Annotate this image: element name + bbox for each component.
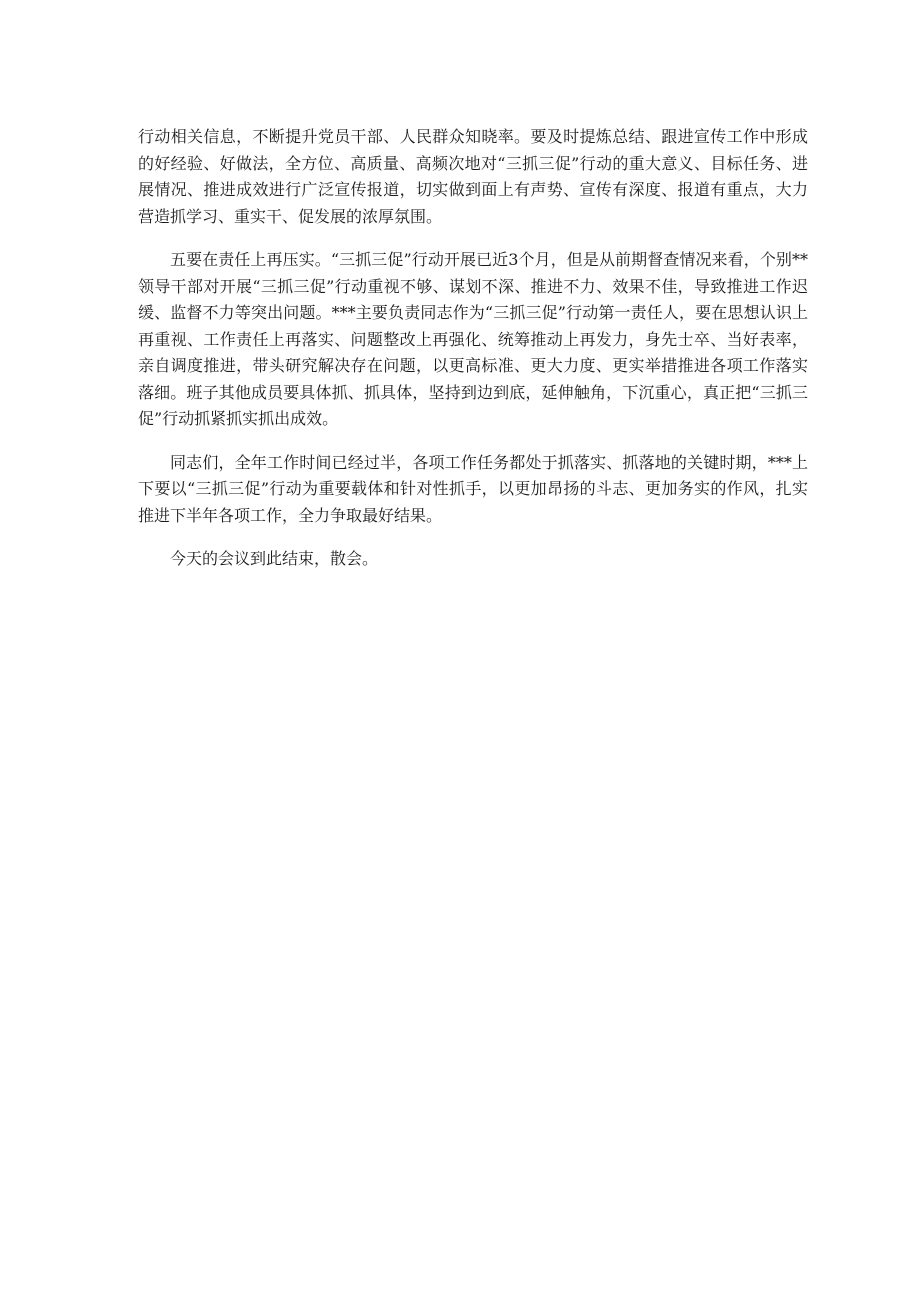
paragraph-closing: 今天的会议到此结束，散会。 [170,549,379,568]
paragraph-comrades: 同志们，全年工作时间已经过半，各项工作任务都处于抓落实、抓落地的关键时期，***上下要以“三抓三促”行动为重要载体和针对性抓手，以更加昂扬的斗志、更加务实的作风，扎实推进下半年各项工作，全力争取最好结果。 [138,452,808,525]
paragraph-responsibility: 五要在责任上再压实。“三抓三促”行动开展已近3个月，但是从前期督查情况来看，个别**领导干部对开展“三抓三促”行动重视不够、谋划不深、推进不力、效果不佳，导致推进工作迟缓、监督不力等突出问题。***主要负责同志作为“三抓三促”行动第一责任人，要在思想认识上再重视、工作责任上再落实、问题整改上再强化、统筹推动上再发力，身先士卒、当好表率，亲自调度推进，带头研究解决存在问题，以更高标准、更大力度、更实举措推进各项工作落实落细。班子其他成员要具体抓、抓具体，坚持到边到底，延伸触角，下沉重心，真正把“三抓三促”行动抓紧抓实抓出成效。 [138,250,808,428]
paragraph-publicity: 行动相关信息，不断提升党员干部、人民群众知晓率。要及时提炼总结、跟进宣传工作中形成的好经验、好做法，全方位、高质量、高频次地对“三抓三促”行动的重大意义、目标任务、进展情况、推进成效进行广泛宣传报道，切实做到面上有声势、宣传有深度、报道有重点，大力营造抓学习、重实干、促发展的浓厚氛围。 [138,127,808,226]
document-body [138,124,808,590]
